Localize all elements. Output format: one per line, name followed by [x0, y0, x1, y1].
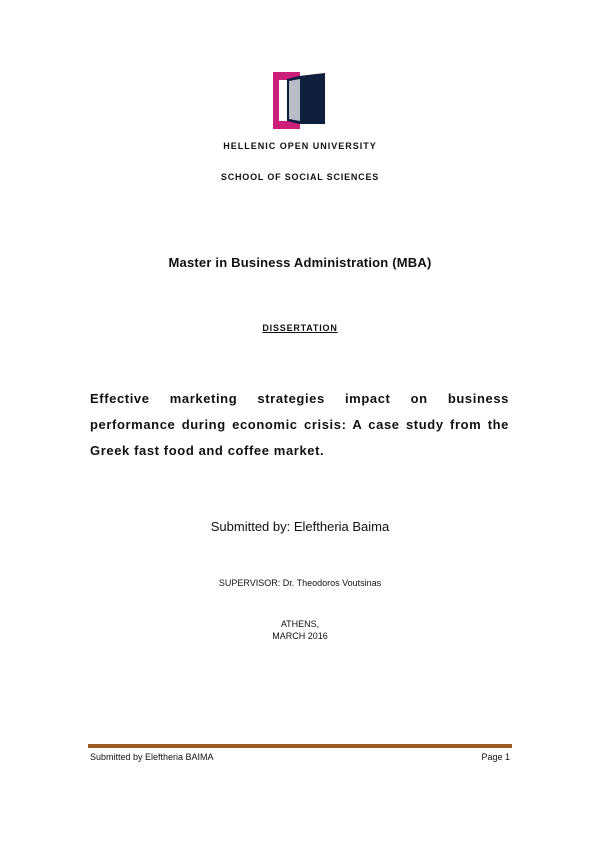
university-name: HELLENIC OPEN UNIVERSITY: [223, 141, 377, 151]
document-type: DISSERTATION: [262, 323, 338, 333]
dissertation-title: Effective marketing strategies impact on business performance during economic crisis: A case study from the Greek fast food and coffee market.: [90, 391, 509, 458]
city: ATHENS,: [280, 619, 320, 629]
footer-divider: [88, 744, 512, 748]
degree-title: Master in Business Administration (MBA): [168, 255, 432, 270]
logo-gray-fold: [289, 79, 300, 121]
university-logo-icon: [273, 71, 327, 129]
school-name: SCHOOL OF SOCIAL SCIENCES: [220, 172, 380, 182]
submitted-by: Submitted by: Eleftheria Baima: [210, 519, 390, 534]
page-number: Page 1: [481, 752, 510, 762]
date: MARCH 2016: [272, 631, 328, 641]
supervisor: SUPERVISOR: Dr. Theodoros Voutsinas: [218, 578, 382, 588]
footer-author: Submitted by Eleftheria BAIMA: [90, 752, 214, 762]
